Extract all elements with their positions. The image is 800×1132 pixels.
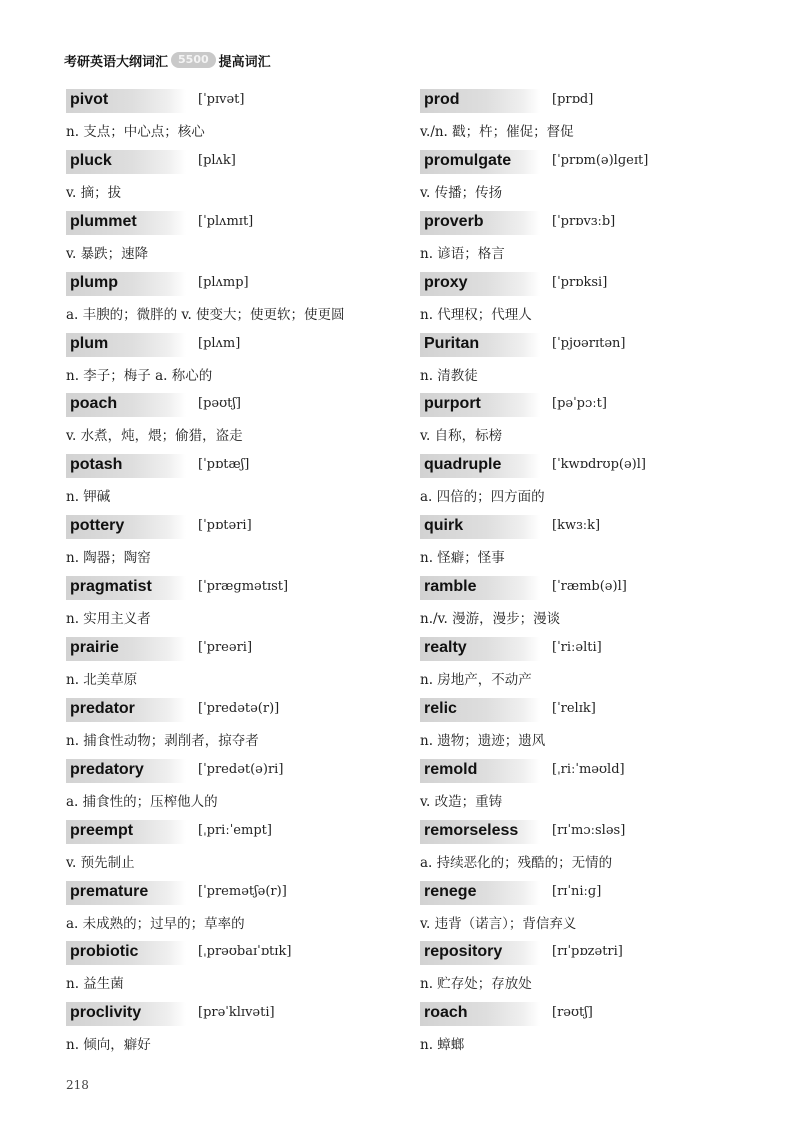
definition: a. 丰腴的；微胖的 v. 使变大；使更软；使更圆 [66, 306, 345, 323]
definition: n. 怪癖；怪事 [420, 550, 505, 567]
vocab-entry [420, 272, 750, 333]
vocab-entry [420, 515, 750, 576]
headword: renege [424, 882, 477, 900]
headword: proverb [424, 212, 484, 230]
headword: plum [70, 334, 109, 352]
phonetic: [ˈpɪvət] [198, 92, 245, 107]
definition: n. 谚语；格言 [420, 245, 505, 262]
headword: proxy [424, 273, 468, 291]
vocab-entry [66, 820, 396, 881]
definition: v. 改造；重铸 [420, 793, 503, 810]
headword: ramble [424, 578, 477, 596]
phonetic: [rɪˈpɒzətri] [552, 944, 623, 960]
phonetic: [ˈpɒtæʃ] [198, 457, 250, 473]
phonetic: [ˈpredət(ə)ri] [198, 761, 284, 777]
definition: n. 北美草原 [66, 672, 138, 689]
headword: proclivity [70, 1004, 142, 1022]
vocab-entry [66, 759, 396, 820]
phonetic: [rɪˈmɔːsləs] [552, 822, 626, 838]
vocab-entry [420, 150, 750, 211]
vocab-entry [420, 211, 750, 272]
vocab-entry [66, 881, 396, 942]
phonetic: [pəʊtʃ] [198, 396, 241, 412]
definition: v. 摘；拔 [66, 184, 122, 201]
phonetic: [prəˈklɪvəti] [198, 1005, 275, 1021]
definition: n. 清教徒 [420, 367, 478, 384]
phonetic: [ˈplʌmɪt] [198, 213, 254, 229]
definition: n./v. 漫游，漫步；漫谈 [420, 611, 561, 628]
phonetic: [ˈpreəri] [198, 640, 253, 656]
phonetic: [ˈræmb(ə)l] [552, 579, 627, 595]
headword: premature [70, 882, 149, 900]
headword: probiotic [70, 943, 139, 961]
phonetic: [ˌprəʊbaɪˈɒtɪk] [198, 944, 292, 960]
headword: purport [424, 395, 481, 413]
vocab-entry [66, 150, 396, 211]
vocab-entry [420, 393, 750, 454]
headword: preempt [70, 821, 134, 839]
vocab-entry [66, 211, 396, 272]
definition: n. 钾碱 [66, 489, 111, 506]
definition: n. 贮存处；存放处 [420, 976, 532, 993]
vocab-entry [420, 941, 750, 1002]
headword: prod [424, 91, 460, 108]
vocab-entry [420, 820, 750, 881]
definition: v. 水煮，炖，煨；偷猎，盗走 [66, 428, 243, 445]
definition: n. 遗物；遗迹；遗风 [420, 732, 546, 749]
vocab-entry [66, 393, 396, 454]
headword: pottery [70, 517, 125, 535]
phonetic: [rɪˈniːɡ] [552, 883, 602, 899]
definition: n. 支点；中心点；核心 [66, 124, 205, 140]
running-header [64, 50, 271, 70]
headword: realty [424, 639, 467, 657]
vocab-entry [66, 89, 396, 150]
headword: predatory [70, 760, 144, 778]
vocab-entry [420, 89, 750, 150]
definition: n. 李子；梅子 a. 称心的 [66, 367, 213, 384]
headword: quadruple [424, 456, 502, 474]
vocab-entry [420, 698, 750, 759]
vocab-entry [66, 272, 396, 333]
phonetic: [ˌriːˈməʊld] [552, 761, 625, 777]
vocab-entry [420, 637, 750, 698]
vocab-entry [420, 759, 750, 820]
vocab-entry [66, 576, 396, 637]
definition: v. 传播；传扬 [420, 184, 503, 201]
phonetic: [ˈpɒtəri] [198, 518, 252, 534]
definition: n. 房地产，不动产 [420, 672, 532, 689]
headword: quirk [424, 517, 464, 535]
phonetic: [ˈprɒvɜːb] [552, 213, 616, 229]
vocab-entry [66, 1002, 396, 1063]
definition: v. 暴跌；速降 [66, 245, 149, 262]
definition: a. 四倍的；四方面的 [420, 489, 545, 506]
headword: repository [424, 943, 503, 961]
headword: pragmatist [70, 578, 152, 596]
headword: plump [70, 273, 118, 291]
vocab-entry [420, 1002, 750, 1063]
definition: v. 违背（诺言）；背信弃义 [420, 915, 577, 932]
phonetic: [ˈprɒm(ə)lɡeɪt] [552, 152, 649, 168]
definition: a. 持续恶化的；残酷的；无情的 [420, 854, 613, 871]
headword: pivot [70, 91, 109, 108]
definition: n. 蟑螂 [420, 1037, 465, 1054]
vocab-entry [420, 454, 750, 515]
phonetic: [plʌmp] [198, 274, 249, 290]
phonetic: [ˈpjʊərɪtən] [552, 335, 626, 351]
vocab-entry [420, 576, 750, 637]
definition: n. 益生菌 [66, 976, 124, 993]
definition: v. 自称，标榜 [420, 428, 503, 445]
vocab-entry [420, 881, 750, 942]
vocab-entry [66, 515, 396, 576]
phonetic: [ˈprɒksi] [552, 274, 608, 290]
definition: n. 捕食性动物；剥削者，掠夺者 [66, 732, 259, 749]
definition: n. 代理权；代理人 [420, 306, 532, 323]
definition: n. 倾向，癖好 [66, 1037, 151, 1054]
definition: n. 陶器；陶窑 [66, 550, 151, 567]
phonetic: [ˌpriːˈempt] [198, 822, 272, 838]
vocab-entry [66, 941, 396, 1002]
phonetic: [ˈrelɪk] [552, 700, 596, 716]
header-badge: 5500 [171, 52, 216, 68]
headword: promulgate [424, 151, 512, 169]
phonetic: [kwɜːk] [552, 518, 601, 534]
right-column [420, 89, 750, 1063]
vocab-entry [420, 333, 750, 394]
definition: a. 未成熟的；过早的；草率的 [66, 915, 245, 932]
definition: v. 预先制止 [66, 854, 135, 871]
headword: remold [424, 760, 478, 778]
vocab-entry [66, 454, 396, 515]
phonetic: [ˈkwɒdrʊp(ə)l] [552, 457, 646, 473]
page-number: 218 [66, 1078, 89, 1092]
header-title-right: 提高词汇 [218, 54, 271, 70]
phonetic: [prɒd] [552, 92, 594, 107]
headword: Puritan [424, 334, 480, 352]
phonetic: [plʌk] [198, 152, 236, 168]
headword: potash [70, 456, 123, 474]
phonetic: [ˈpremətʃə(r)] [198, 883, 287, 899]
phonetic: [pəˈpɔːt] [552, 396, 607, 412]
headword: pluck [70, 151, 112, 169]
headword: prairie [70, 639, 119, 657]
definition: a. 捕食性的；压榨他人的 [66, 793, 218, 810]
headword: poach [70, 395, 118, 413]
headword: relic [424, 699, 457, 717]
vocab-entry [66, 637, 396, 698]
phonetic: [plʌm] [198, 335, 241, 351]
headword: plummet [70, 212, 137, 230]
vocab-entry [66, 333, 396, 394]
phonetic: [ˈpræɡmətɪst] [198, 579, 289, 595]
headword: predator [70, 699, 135, 717]
left-column [66, 89, 396, 1063]
phonetic: [ˈpredətə(r)] [198, 700, 280, 716]
phonetic: [rəʊtʃ] [552, 1005, 593, 1021]
header-title-left: 考研英语大纲词汇 [64, 54, 169, 70]
vocab-entry [66, 698, 396, 759]
definition: v./n. 戳；杵；催促；督促 [420, 124, 574, 140]
headword: remorseless [424, 821, 519, 839]
headword: roach [424, 1004, 468, 1022]
phonetic: [ˈriːəlti] [552, 640, 602, 656]
definition: n. 实用主义者 [66, 611, 151, 628]
